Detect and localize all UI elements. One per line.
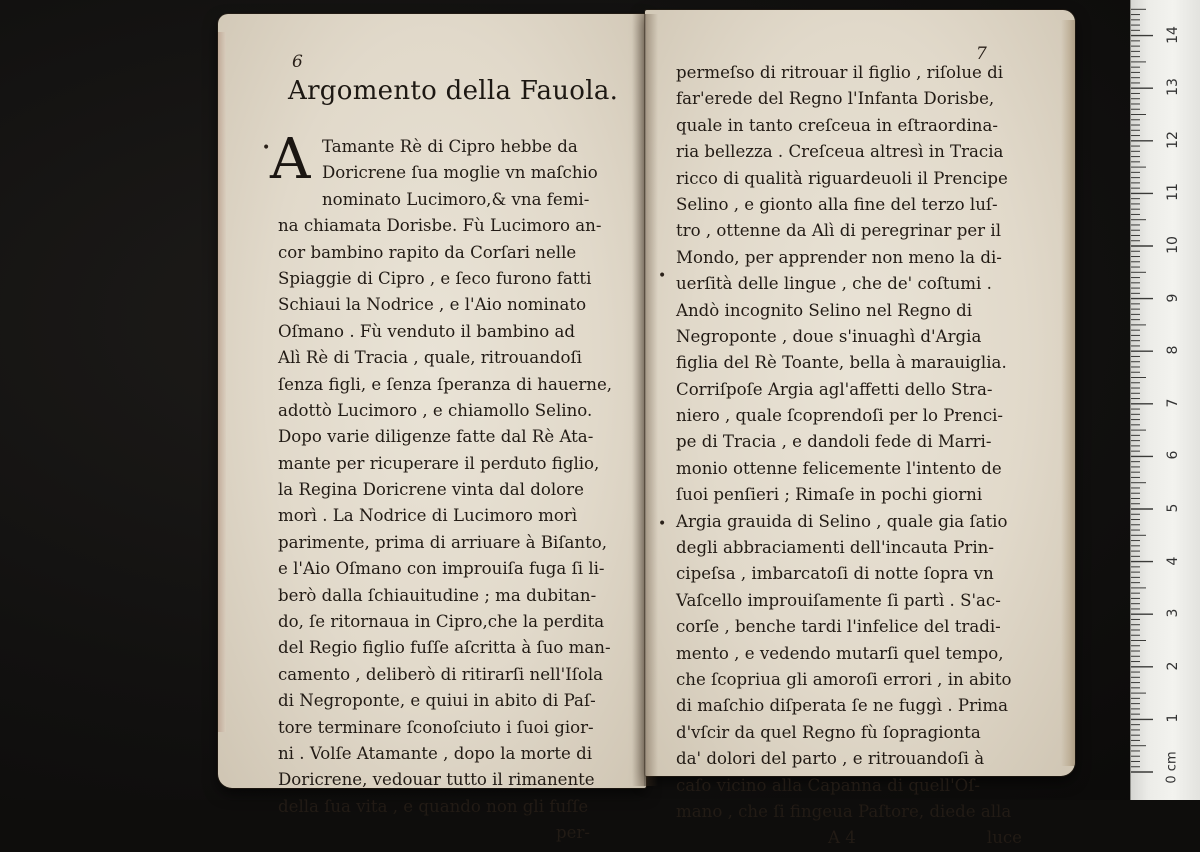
margin-mark: • <box>658 268 667 284</box>
text-line: corſe , benche tardi l'infelice del tradi- <box>676 617 1001 637</box>
ruler-unit-label: 0 cm <box>1164 751 1180 784</box>
text-line: monio ottenne felicemente l'intento de <box>676 458 1002 478</box>
text-line: ſuoi penſieri ; Rimaſe in pochi giorni <box>676 485 983 505</box>
text-line: Mondo, per apprender non meno la di- <box>676 247 1002 267</box>
ruler-label: 8 <box>1165 345 1181 355</box>
text-line: do, ſe ritornaua in Cipro,che la perdita <box>278 612 605 632</box>
text-line: morì . La Nodrice di Lucimoro morì <box>278 506 578 526</box>
text-line: d'vſcir da quel Regno fù ſopragionta <box>676 722 981 742</box>
text-line: e l'Aio Oſmano con improuiſa fuga ſi li- <box>278 559 605 579</box>
text-line: Vaſcello improuiſamente ſi partì . S'ac- <box>676 590 1001 610</box>
text-line: quale in tanto creſceua in eſtraordina- <box>676 115 998 135</box>
text-line: Oſmano . Fù venduto il bambino ad <box>278 321 576 341</box>
measuring-ruler <box>1130 0 1200 800</box>
ruler-label: 11 <box>1165 183 1181 202</box>
text-line: nominato Lucimoro,& vna femi- <box>322 189 590 209</box>
text-line: la Regina Doricrene vinta dal dolore <box>278 480 584 500</box>
text-line: ria bellezza . Creſceua altresì in Tracia <box>676 142 1004 162</box>
text-line: Spiaggie di Cipro , e ſeco furono fatti <box>278 268 592 288</box>
text-line: permeſso di ritrouar il figlio , riſolue di <box>676 63 1004 82</box>
text-line: mento , e vedendo mutarſi quel tempo, <box>676 643 1004 663</box>
right-page-edge <box>1061 20 1075 766</box>
book-gutter <box>632 14 658 786</box>
text-line: Alì Rè di Tracia , quale, ritrouandoſi <box>278 348 582 368</box>
text-line: niero , quale ſcoprendoſi per lo Prenci- <box>676 406 1004 426</box>
catchword: luce <box>986 828 1022 848</box>
ruler-label: 5 <box>1165 503 1181 513</box>
margin-mark: • <box>658 516 667 532</box>
ruler-label: 14 <box>1165 25 1181 44</box>
text-line: di Negroponte, e quiui in abito di Paſ- <box>278 691 596 711</box>
ruler-label: 7 <box>1165 398 1181 408</box>
text-line: figlia del Rè Toante, bella à marauiglia. <box>676 353 1007 373</box>
text-line: mante per ricuperare il perduto figlio, <box>278 453 600 473</box>
text-line: camento , deliberò di ritirarſi nell'Iſola <box>278 664 604 684</box>
text-line: della ſua vita , e quando non gli fuſſe <box>278 796 589 816</box>
text-line: Argia grauida di Selino , quale gia ſatio <box>676 511 1008 531</box>
left-page-number: 6 <box>292 52 303 72</box>
text-line: Schiaui la Nodrice , e l'Aio nominato <box>278 295 587 315</box>
text-line: mano , che ſi fingeua Paſtore, diede alla <box>676 801 1012 821</box>
text-line: uerſità delle lingue , che de' coſtumi . <box>676 274 992 294</box>
ruler-label: 10 <box>1165 236 1181 254</box>
text-line: na chiamata Dorisbe. Fù Lucimoro an- <box>278 216 602 236</box>
ruler-label: 13 <box>1165 78 1181 97</box>
text-line: ſenza figli, e ſenza ſperanza di hauerne, <box>278 374 613 394</box>
ruler-label: 6 <box>1165 450 1181 460</box>
text-line: far'erede del Regno l'Infanta Dorisbe, <box>676 89 995 109</box>
ruler-label: 4 <box>1165 556 1181 566</box>
ruler-label: 1 <box>1165 713 1181 723</box>
text-line: pe di Tracia , e dandoli fede di Marri- <box>676 432 992 452</box>
text-line: ni . Volſe Atamante , dopo la morte di <box>278 743 593 763</box>
margin-mark: • <box>262 140 271 156</box>
text-line: ricco di qualità riguardeuoli il Prencipe <box>676 168 1008 188</box>
text-line: che ſcopriua gli amoroſi errori , in abito <box>676 669 1012 689</box>
text-line: tore terminare ſconoſciuto i ſuoi gior- <box>278 717 594 737</box>
signature-mark: A 4 <box>828 828 856 848</box>
ruler-label: 2 <box>1165 661 1181 671</box>
text-line: Tamante Rè di Cipro hebbe da <box>322 137 578 156</box>
text-line: Andò incognito Selino nel Regno di <box>676 300 973 320</box>
page-heading: Argomento della Fauola. <box>288 76 619 106</box>
text-line: cor bambino rapito da Corſari nelle <box>278 242 577 262</box>
text-line: degli abbraciamenti dell'incauta Prin- <box>676 538 994 558</box>
catchword: per- <box>556 823 590 843</box>
text-line: caſo vicino alla Capanna di quell'Oſ- <box>676 775 981 795</box>
text-line: da' dolori del parto , e ritrouandoſi à <box>676 749 985 769</box>
drop-cap: A <box>270 127 311 192</box>
text-line: cipeſsa , imbarcatoſi di notte ſopra vn <box>676 564 994 584</box>
left-page-text <box>278 134 628 847</box>
right-page-number: 7 <box>976 44 987 64</box>
text-line: parimente, prima di arriuare à Biſanto, <box>278 532 607 552</box>
text-line: del Regio figlio fuſſe aſcritta à ſuo man- <box>278 638 611 658</box>
ruler-label: 3 <box>1165 608 1181 618</box>
right-page-text <box>676 60 1028 852</box>
text-line: Doricrene ſua moglie vn maſchio <box>322 163 598 183</box>
ruler-label: 12 <box>1165 130 1181 149</box>
text-line: Corriſpoſe Argia agl'affetti dello Stra- <box>676 379 993 399</box>
text-line: Dopo varie diligenze fatte dal Rè Ata- <box>278 427 594 447</box>
text-line: berò dalla ſchiauitudine ; ma dubitan- <box>278 585 597 605</box>
left-page-edge <box>218 32 226 732</box>
text-line: Doricrene, vedouar tutto il rimanente <box>278 770 595 790</box>
page-footer <box>676 825 1028 851</box>
text-line: di maſchio diſperata ſe ne fuggì . Prima <box>676 696 1008 716</box>
text-line: Negroponte , doue s'inuaghì d'Argia <box>676 326 982 346</box>
ruler-label: 9 <box>1165 293 1181 303</box>
text-line: Selino , e gionto alla fine del terzo luſ- <box>676 194 998 214</box>
text-line: tro , ottenne da Alì di peregrinar per il <box>676 221 1002 241</box>
text-line: adottò Lucimoro , e chiamollo Selino. <box>278 400 593 420</box>
